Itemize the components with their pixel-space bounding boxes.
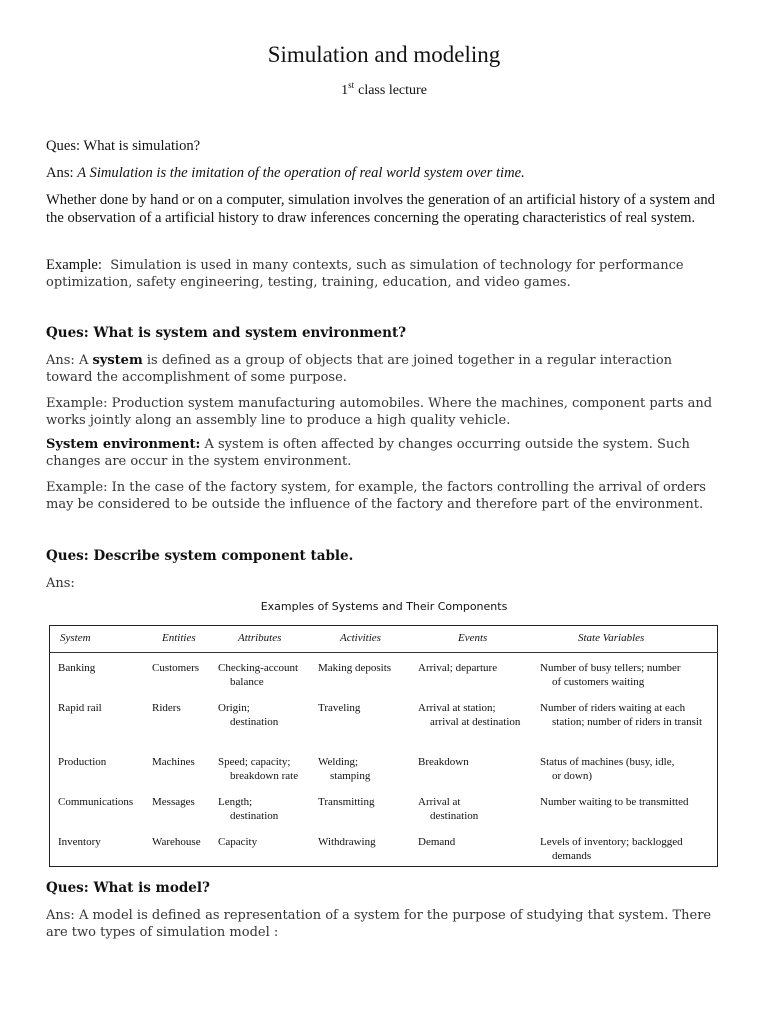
table-header-system: System <box>60 632 91 644</box>
table-cell-entities: Machines <box>152 756 195 768</box>
table-cell-events: Arrival at station; arrival at destination <box>418 702 521 728</box>
table-cell-activities: Welding; stamping <box>318 756 371 782</box>
table-header-activities: Activities <box>340 632 381 644</box>
table-cell-system: Production <box>58 756 107 768</box>
table-cell-state-variables: Levels of inventory; backlogged demands <box>540 836 683 862</box>
table-cell-attributes: Capacity <box>218 836 258 848</box>
q2-example2: Example: In the case of the factory system, for example, the factors controlling the arrival of orders may be considered to be outside the influence of the factory and therefore part of the environment. <box>46 480 706 512</box>
table-cell-events: Arrival; departure <box>418 662 498 674</box>
table-cell-entities: Customers <box>152 662 200 674</box>
table-cell-attributes: Checking-account balance <box>218 662 299 688</box>
q1-example-text: Simulation is used in many contexts, such as simulation of technology for performance optimization, safety engineering, testing, training, education, and video games. <box>46 258 684 290</box>
table-cell-events: Breakdown <box>418 756 469 768</box>
table-cell-system: Communications <box>58 796 134 808</box>
table-header-attributes: Attributes <box>238 632 282 644</box>
table-header-state-variables: State Variables <box>578 632 645 644</box>
table-cell-system: Rapid rail <box>58 702 102 714</box>
q1-example <box>46 257 722 291</box>
subtitle-text: class lecture <box>358 83 427 98</box>
q2-question: Ques: What is system and system environment? <box>46 325 407 341</box>
table-cell-state-variables: Number of busy tellers; number of customers waiting <box>540 662 681 688</box>
table-cell-entities: Warehouse <box>152 836 201 848</box>
table-cell-attributes: Speed; capacity; breakdown rate <box>218 756 299 782</box>
q2-answer <box>46 352 722 386</box>
q4-question: Ques: What is model? <box>46 880 210 896</box>
q1-answer-text: A Simulation is the imitation of the operation of real world system over time. <box>77 165 525 181</box>
q3-question: Ques: Describe system component table. <box>46 548 354 564</box>
q3-answer: Ans: <box>46 576 75 591</box>
subtitle-superscript: st <box>348 80 355 90</box>
table-header-events: Events <box>458 632 488 644</box>
table-cell-entities: Messages <box>152 796 195 808</box>
table-cell-entities: Riders <box>152 702 181 714</box>
table-cell-attributes: Origin; destination <box>218 702 279 728</box>
q1-example-label: Example: <box>46 257 102 273</box>
q1-question: Ques: What is simulation? <box>46 138 201 154</box>
table-cell-attributes: Length; destination <box>218 796 279 822</box>
table-cell-activities: Transmitting <box>318 796 375 808</box>
q2-answer-prefix: Ans: A <box>46 353 89 368</box>
table-cell-activities: Making deposits <box>318 662 392 674</box>
table-cell-activities: Withdrawing <box>318 836 376 848</box>
q1-answer-prefix: Ans: <box>46 165 74 181</box>
table-cell-state-variables: Status of machines (busy, idle, or down) <box>540 756 675 782</box>
table-cell-activities: Traveling <box>318 702 361 714</box>
table-header-entities: Entities <box>162 632 196 644</box>
q2-answer-text: is defined as a group of objects that are joined together in a regular interaction toward the accomplishment of some purpose. <box>46 353 673 385</box>
q2-env-text: A system is often affected by changes occurring outside the system. Such changes are occur in the system environment. <box>46 437 690 469</box>
q1-answer <box>46 164 726 182</box>
page-subtitle <box>0 80 768 99</box>
table-cell-events: Arrival at destination <box>418 796 479 822</box>
table-cell-system: Banking <box>58 662 96 674</box>
table-caption: Examples of Systems and Their Components <box>260 600 508 613</box>
table-cell-system: Inventory <box>58 836 101 848</box>
q1-paragraph: Whether done by hand or on a computer, simulation involves the generation of an artificial history of a system and the observation of a artificial history to draw inferences concerning the operating characteristics of real system. <box>46 192 715 226</box>
q2-environment <box>46 436 722 470</box>
table-cell-state-variables: Number of riders waiting at each station; number of riders in transit <box>540 702 702 728</box>
page-title: Simulation and modeling <box>267 42 501 67</box>
q2-example1: Example: Production system manufacturing automobiles. Where the machines, component parts and works jointly along an assembly line to produce a high quality vehicle. <box>46 396 713 428</box>
table-header-divider <box>49 652 718 653</box>
table-cell-events: Demand <box>418 836 456 848</box>
q4-answer: Ans: A model is defined as representation of a system for the purpose of studying that system. There are two types of simulation model : <box>46 908 712 940</box>
q2-env-label: System environment: <box>46 437 201 452</box>
table-cell-state-variables: Number waiting to be transmitted <box>540 796 689 808</box>
q2-answer-bold: system <box>92 353 143 368</box>
subtitle-number: 1 <box>341 83 349 98</box>
